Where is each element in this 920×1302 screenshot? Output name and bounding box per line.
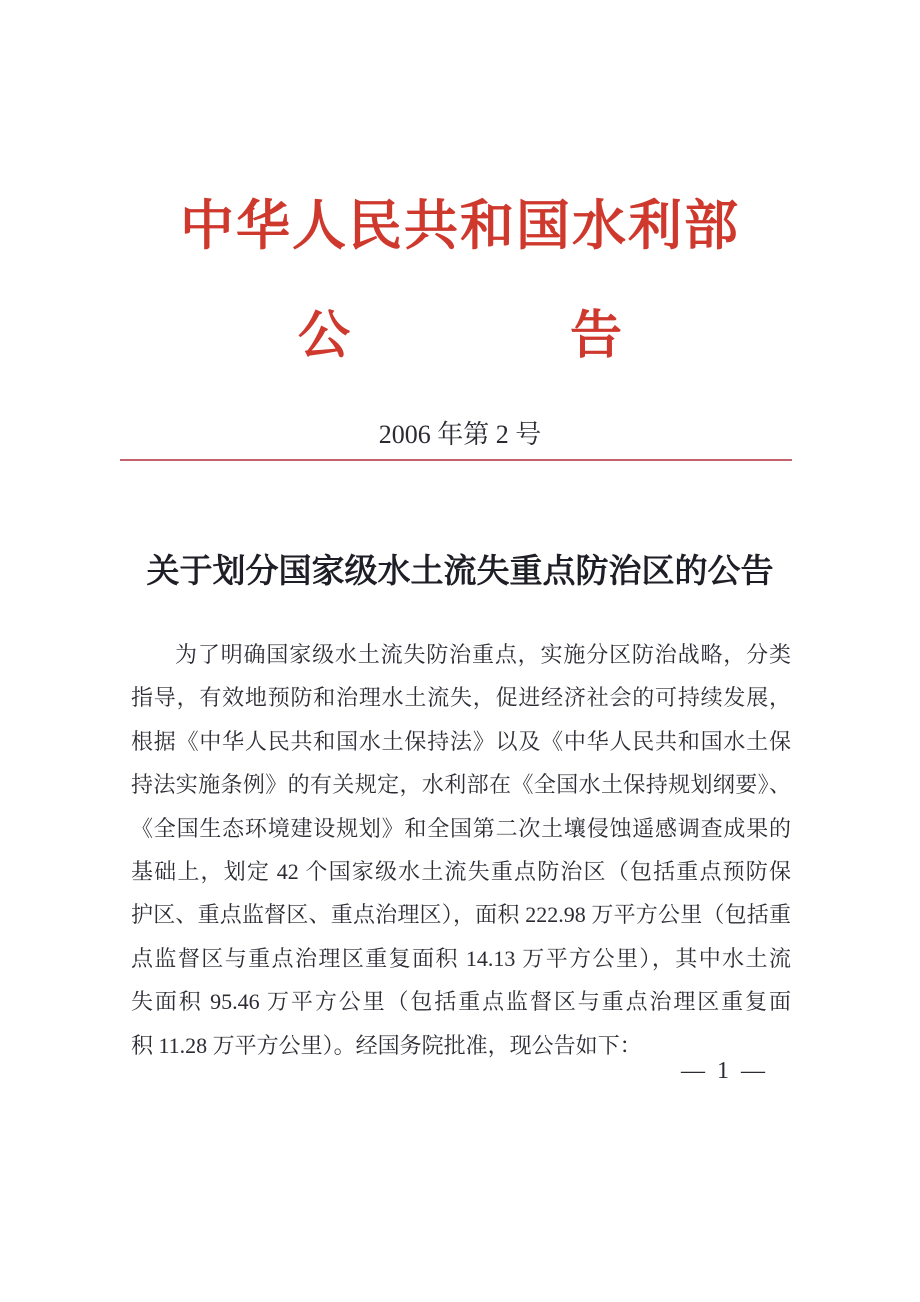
gazette-title-char-left: 公 — [297, 308, 350, 365]
body-line: 失面积 95.46 万平方公里（包括重点监督区与重点治理区重复面 — [131, 989, 791, 1015]
body-line: 《全国生态环境建设规划》和全国第二次土壤侵蚀遥感调查成果的 — [131, 815, 791, 841]
body-line: 根据《中华人民共和国水土保持法》以及《中华人民共和国水土保 — [131, 728, 791, 754]
body-line: 基础上，划定 42 个国家级水土流失重点防治区（包括重点预防保 — [131, 858, 791, 884]
document-body — [131, 633, 791, 1067]
body-line: 积 11.28 万平方公里）。经国务院批准，现公告如下： — [131, 1032, 642, 1058]
header-divider — [120, 459, 792, 461]
issue-number: 2006 年第 2 号 — [378, 420, 542, 449]
body-line: 持法实施条例》的有关规定，水利部在《全国水土保持规划纲要》、 — [131, 772, 791, 798]
body-line: 点监督区与重点治理区重复面积 14.13 万平方公里），其中水土流 — [131, 945, 791, 971]
page-number: — 1 — — [681, 1058, 768, 1084]
body-line: 指导，有效地预防和治理水土流失，促进经济社会的可持续发展， — [131, 685, 791, 711]
document-title: 关于划分国家级水土流失重点防治区的公告 — [146, 554, 774, 590]
gazette-title-char-right: 告 — [570, 308, 623, 365]
gazette-title — [0, 293, 920, 368]
ministry-title: 中华人民共和国水利部 — [180, 196, 740, 256]
body-line: 为了明确国家级水土流失防治重点，实施分区防治战略，分类 — [175, 642, 791, 667]
body-line: 护区、重点监督区、重点治理区），面积 222.98 万平方公里（包括重 — [131, 902, 791, 928]
